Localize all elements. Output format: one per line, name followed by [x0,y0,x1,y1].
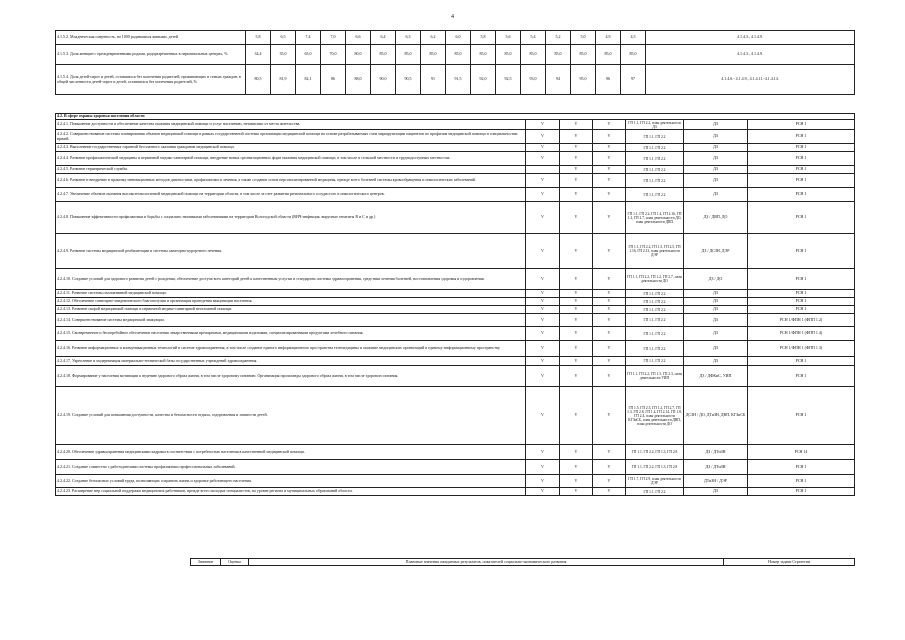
indicator-value: 5,8 [471,31,496,45]
period-2-mark: V [560,144,593,152]
rsn-ref: РСН 1 [748,130,855,144]
period-3-mark: V [593,306,626,314]
task-text: 4.2.4.7. Увеличение объемов оказания высокотехнологичной медицинской помощи на территории области, в том числе за счет развития регионального сосудистого и онкологического центров. [56,188,526,202]
indicator-value: 85,0 [521,45,546,65]
indicator-value: 85,0 [421,45,446,65]
rsn-ref: РСН 1 [748,152,855,166]
indicator-value: 85,0 [446,45,471,65]
indicator-value: 90,0 [371,65,396,95]
period-2-mark: V [560,357,593,366]
responsible-org: ДЗ [684,130,748,144]
indicator-value: 7,0 [321,31,346,45]
task-row [56,234,855,269]
period-3-mark: V [593,445,626,460]
indicator-value: 5,4 [521,31,546,45]
period-3-mark: V [593,120,626,130]
rsn-ref: РСН 1 [748,174,855,188]
task-row [56,188,855,202]
period-1-mark: V [526,387,560,445]
responsible-org: ДЗ [684,144,748,152]
period-3-mark: V [593,366,626,387]
indicator-value: 80,5 [246,65,271,95]
indicator-value: 6,6 [346,31,371,45]
program-ref: ГП 1.1, ГП 2.2 [626,306,684,314]
indicator-value: 70,0 [321,45,346,65]
indicator-value: 82,1 [296,65,321,95]
program-ref: ГП 1.1, ГП 2.2 [626,152,684,166]
task-text: 4.2.4.18. Формирование у населения мотивации к ведению здорового образа жизни, в том числе здоровому питанию. Организация пропаганды здорового образа жизни, в том числе здорового питания. [56,366,526,387]
period-3-mark: V [593,188,626,202]
period-2-mark: V [560,188,593,202]
indicator-label: 4.1.5.3. Доля женщин с преждевременными родами, родоразрешенных в перинатальных центрах, % [56,45,246,65]
responsible-org: ДЗ [684,327,748,341]
indicator-value: 85,0 [571,45,596,65]
responsible-org: ДЗ [684,290,748,298]
responsible-org: ДЗ / ДФКиС, УИП [684,366,748,387]
task-row [56,269,855,290]
period-3-mark: V [593,387,626,445]
program-ref: ГП 1.1, ГП 2.2 [626,166,684,174]
indicator-label: 4.1.5.2. Младенческая смертность, на 1000 родившихся живыми, детей [56,31,246,45]
task-text: 4.2.4.4. Развитие профилактической медицины и первичной медико-санитарной помощи, внедрение новых организационных форм оказания медицинской помощи, в том числе в сельской местности и труднодоступных местностях. [56,152,526,166]
period-1-mark: V [526,130,560,144]
period-3-mark: V [593,298,626,306]
period-1-mark: V [526,298,560,306]
program-ref: ГП 1.1, ГП 2.2, ГП 1.2, ГП 2.7, план деятельности ДО [626,269,684,290]
task-row [56,120,855,130]
indicator-value: 91,5 [446,65,471,95]
task-text: 4.2.4.16. Развитие информационных и коммуникационных технологий в системе здравоохранения, в том числе создание единого информационного пространства телемедицины и оказание медицинских организаций в единому информационному пространству. [56,341,526,357]
period-1-mark: V [526,357,560,366]
indicator-label: 4.1.5.4. Доля детей-сирот и детей, оставшихся без попечения родителей, проживающих в семьях граждан, в общей численности детей-сирот и детей, оставшихся без попечения родителей, % [56,65,246,95]
task-text: 4.2.4.6. Развитие и внедрение в практику инновационных методов диагностики, профилактики и лечения, а также создание основ персонализированной медицины, прежде всего болезней системы кровообращения и онкологических заболеваний. [56,174,526,188]
task-row [56,306,855,314]
indicator-value: 7,4 [296,31,321,45]
period-1-mark [526,166,560,174]
rsn-ref: РСН 1/ФПН 1 (ФПП 1.2) [748,314,855,327]
task-row [56,166,855,174]
period-1-mark: V [526,290,560,298]
period-1-mark: V [526,202,560,234]
period-3-mark: V [593,130,626,144]
indicator-value: 96 [596,65,621,95]
task-text: 4.2.4.15. Своевременное и бесперебойное обеспечение населения лекарственными препаратами, медицинскими изделиями, специализированными продуктами лечебного питания. [56,327,526,341]
responsible-org: ДЗ [684,298,748,306]
period-3-mark: V [593,314,626,327]
period-3-mark: V [593,269,626,290]
period-1-mark: V [526,327,560,341]
task-row [56,475,855,488]
indicator-value: 85,0 [496,45,521,65]
indicator-value: 85,0 [596,45,621,65]
program-ref: ГП 1.1, ГП 2.2 [626,314,684,327]
section-title: 4.2. В сфере охраны здоровья населения области [56,114,855,120]
indicator-value: 5,2 [546,31,571,45]
period-2-mark: V [560,290,593,298]
indicator-value: 6,2 [421,31,446,45]
indicator-row [56,31,855,45]
task-row [56,290,855,298]
indicator-ref: 4.1.4.6.- 4.1.4.9., 4.1.4.11.-4.1.4.14. [646,65,855,95]
period-2-mark: V [560,174,593,188]
task-text: 4.2.4.12. Обеспечение санитарно-эпидемического благополучия и организация проведения вакцинации населения. [56,298,526,306]
period-1-mark: V [526,445,560,460]
period-2-mark: V [560,130,593,144]
indicator-value: 85,0 [396,45,421,65]
responsible-org: ДЗ / ДСЗН, ДЭР [684,234,748,269]
period-3-mark: V [593,152,626,166]
indicator-value: 35,0 [271,45,296,65]
indicators-table [55,30,855,95]
rsn-ref: РСН 1/ФПН 1 (ФПП 1.4) [748,327,855,341]
responsible-org: ДЗ [684,488,748,496]
program-ref: ГП 1.1, ГП 2.2, план деятельности ДЗ [626,120,684,130]
responsible-org: ДСЗН / ДО, ДТиЗН, ДВП, КГЗиСБ [684,387,748,445]
task-row [56,314,855,327]
footer-right-caption: Номер задачи Стратегии [724,559,855,566]
task-row [56,460,855,475]
period-1-mark: V [526,188,560,202]
indicator-value: 6,5 [271,31,296,45]
period-2-mark: V [560,298,593,306]
indicator-value: 85,0 [546,45,571,65]
task-text: 4.2.4.8. Повышение эффективности профилактики и борьбы с социально значимыми заболеваниями на территории Вологодской области (ВИЧ-инфекция, вирусные гепатиты В и С и др.) [56,202,526,234]
task-text: 4.2.4.10. Создание условий для здорового развития детей с рождения, обеспечение доступа всех категорий детей к качественным услугам и стандартам системы здравоохранения, средствам лечения болезней, восстановления здоровья и оздоровления. [56,269,526,290]
task-row [56,298,855,306]
period-3-mark: V [593,357,626,366]
period-1-mark: V [526,120,560,130]
indicator-value: 6,4 [371,31,396,45]
program-ref: ГП 1.1, ГП 2.2 [626,188,684,202]
task-text: 4.2.4.14. Совершенствование системы медицинской эвакуации. [56,314,526,327]
footer-table [190,558,855,566]
indicator-value: 5,0 [571,31,596,45]
indicator-value: 5,6 [496,31,521,45]
indicator-value: 86 [321,65,346,95]
program-ref: ГП 1.1, ГП 2.2 [626,144,684,152]
footer-label-assessment: Оценка [221,559,249,566]
period-1-mark: V [526,152,560,166]
period-2-mark: V [560,166,593,174]
period-3-mark: V [593,174,626,188]
tasks-table [55,113,855,496]
period-1-mark: V [526,234,560,269]
program-ref: ГП 1.1, ГП 2.2 [626,174,684,188]
responsible-org: ДЗ [684,314,748,327]
period-3-mark: V [593,290,626,298]
indicator-value: 93,0 [521,65,546,95]
period-3-mark: V [593,341,626,357]
indicator-value: 6,0 [446,31,471,45]
task-text: 4.2.4.19. Создание условий для повышения доступности, качества и безопасности отдыха, оздоровления и занятости детей. [56,387,526,445]
rsn-ref: РСН 1 [748,387,855,445]
responsible-org: ДЗ [684,188,748,202]
rsn-ref: РСН 1 [748,188,855,202]
period-1-mark: V [526,314,560,327]
period-1-mark: V [526,366,560,387]
rsn-ref: РСН 1 [748,120,855,130]
period-2-mark: V [560,202,593,234]
indicator-row [56,65,855,95]
indicator-value: 85,0 [371,45,396,65]
responsible-org: ДЗ [684,306,748,314]
period-2-mark: V [560,387,593,445]
period-1-mark: V [526,460,560,475]
responsible-org: ДТиЗН / ДЭР [684,475,748,488]
indicator-value: 80,0 [346,45,371,65]
indicator-value: 81,9 [271,65,296,95]
responsible-org: ДЗ / ДВП, ДО [684,202,748,234]
program-ref: ГП 1.1, ГП 2.2 [626,130,684,144]
period-2-mark: V [560,488,593,496]
program-ref: ГП 1.1, ГП 2.2, ГП 1.4, ГП 2.16, ГП 1.2, ГП 2.7, план деятельности ДО, план деятельности ДВП [626,202,684,234]
indicator-value: 92,5 [496,65,521,95]
task-text: 4.2.4.9. Развитие системы медицинской реабилитации и системы санаторно-курортного лечения. [56,234,526,269]
program-ref: ГП 1.1, ГП 2.2 [626,341,684,357]
indicator-value: 85,0 [621,45,646,65]
program-ref: ГП 1.1, ГП 2.2 [626,327,684,341]
task-row [56,174,855,188]
period-1-mark: V [526,144,560,152]
program-ref: ГП 1.1, ГП 2.2, ГП 1.3, ГП 2.3, план деятельности УИП [626,366,684,387]
indicator-ref: 4.1.4.3., 4.1.4.9. [646,31,855,45]
responsible-org: ДЗ [684,341,748,357]
indicator-row [56,45,855,65]
rsn-ref: РСН 1 [748,290,855,298]
indicator-value: 85,0 [471,45,496,65]
period-3-mark: V [593,202,626,234]
task-row [56,488,855,496]
period-1-mark: V [526,174,560,188]
period-1-mark: V [526,488,560,496]
rsn-ref: РСН 1 [748,366,855,387]
rsn-ref: РСН 1 [748,488,855,496]
indicator-value: 92,0 [471,65,496,95]
period-2-mark: V [560,314,593,327]
indicator-value: 91 [421,65,446,95]
rsn-ref: РСН 1 [748,166,855,174]
program-ref: ГП 1.1, ГП 2.2 [626,357,684,366]
period-1-mark: V [526,341,560,357]
program-ref: ГП 1.1, ГП 2.2, ГП 1.3, ГП 2.8 [626,445,684,460]
task-row [56,144,855,152]
indicator-ref: 4.1.4.3., 4.1.4.9. [646,45,855,65]
period-2-mark: V [560,445,593,460]
program-ref: ГП 1.1, ГП 2.2 [626,298,684,306]
task-row [56,152,855,166]
task-row [56,445,855,460]
period-1-mark: V [526,475,560,488]
responsible-org: ДЗ [684,152,748,166]
responsible-org: ДЗ [684,166,748,174]
rsn-ref: РСН 1/ФПН 1 (ФПП 1.3) [748,341,855,357]
program-ref: ГП 1.1, ГП 2.2 [626,290,684,298]
rsn-ref: РСН 1 [748,357,855,366]
rsn-ref: РСН 1 [748,202,855,234]
footer-label-value: Значение [191,559,221,566]
period-2-mark: V [560,327,593,341]
task-text: 4.2.4.20. Обеспечение здравоохранения медицинскими кадрами в соответствии с потребностью населения в качественной медицинской помощи. [56,445,526,460]
period-3-mark: V [593,488,626,496]
period-2-mark: V [560,120,593,130]
task-row [56,202,855,234]
rsn-ref: РСН 1 [748,460,855,475]
period-2-mark: V [560,306,593,314]
task-text: 4.2.4.22. Создание безопасных условий труда, позволяющих сохранить жизнь и здоровье работающего населения. [56,475,526,488]
rsn-ref: РСН 1 [748,306,855,314]
indicator-value: 4,5 [621,31,646,45]
period-2-mark: V [560,460,593,475]
period-3-mark: V [593,166,626,174]
period-3-mark: V [593,460,626,475]
task-text: 4.2.4.21. Создание совместно с работодателями системы профилактики профессиональных заболеваний. [56,460,526,475]
period-2-mark: V [560,152,593,166]
indicator-value: 6,3 [396,31,421,45]
indicator-value: 97 [621,65,646,95]
period-2-mark: V [560,269,593,290]
responsible-org: ДЗ [684,357,748,366]
rsn-ref: РСН 14 [748,445,855,460]
responsible-org: ДЗ [684,174,748,188]
indicator-value: 90,5 [396,65,421,95]
task-text: 4.2.4.5. Развитие гериатрической службы. [56,166,526,174]
period-2-mark: V [560,234,593,269]
page-number: 4 [451,14,454,20]
task-text: 4.2.4.17. Укрепление и модернизация материально-технической базы государственных учреждений здравоохранения. [56,357,526,366]
indicator-value: 34,4 [246,45,271,65]
task-row [56,327,855,341]
indicator-value: 5,8 [246,31,271,45]
task-text: 4.2.4.2. Совершенствование системы планирования объемов медицинской помощи в рамках государственной системы организации медицинской помощи на основе разрабатываемых схем маршрутизации пациентов по профилям медицинской помощи и специальностям врачей. [56,130,526,144]
rsn-ref: РСН 1 [748,144,855,152]
responsible-org: ДЗ / ДТиЗН [684,445,748,460]
period-1-mark: V [526,269,560,290]
task-text: 4.2.4.1. Повышение доступности и обеспечение качества оказания медицинской помощи и услуг населению, независимо от места жительства. [56,120,526,130]
task-row [56,366,855,387]
indicator-value: 65,0 [296,45,321,65]
rsn-ref: РСН 1 [748,269,855,290]
period-2-mark: V [560,366,593,387]
program-ref: ГП 1.5, ГП 2.5, ГП 1.2, ГП 2.7, ГП 1.3, ГП 2.8, ГП 1.4, ГП 2.14, ГП 1.8, ГП 2.4, план деятельности КГЗиСБ, план деятельности ДВП, план деятельности ДО [626,387,684,445]
footer-center-caption: Плановые значения ожидаемых результатов, показателей социально-экономического развития [249,559,724,566]
period-3-mark: V [593,475,626,488]
program-ref: ГП 1.7, ГП 2.9, план деятельности ДЭР [626,475,684,488]
period-1-mark: V [526,306,560,314]
program-ref: ГП 1.1, ГП 2.2, ГП 1.3, ГП 2.8 [626,460,684,475]
period-2-mark: V [560,341,593,357]
responsible-org: ДЗ / ДТиЗН [684,460,748,475]
task-row [56,387,855,445]
indicator-value: 88,0 [346,65,371,95]
period-3-mark: V [593,327,626,341]
rsn-ref: РСН 1 [748,234,855,269]
responsible-org: ДЗ / ДО [684,269,748,290]
indicator-value: 95,0 [571,65,596,95]
program-ref: ГП 1.1, ГП 2.2, ГП 1.5, ГП 2.5, ГП 1.16, ГП 2.13, план деятельности ДЭР [626,234,684,269]
task-row [56,357,855,366]
indicator-value: 4,9 [596,31,621,45]
period-3-mark: V [593,144,626,152]
period-2-mark: V [560,475,593,488]
task-text: 4.2.4.3. Выполнение государственных гарантий бесплатного оказания гражданам медицинской помощи. [56,144,526,152]
responsible-org: ДЗ [684,120,748,130]
rsn-ref: РСН 1 [748,298,855,306]
program-ref: ГП 1.1, ГП 2.2 [626,488,684,496]
task-row [56,130,855,144]
period-3-mark: V [593,234,626,269]
rsn-ref: РСН 1 [748,475,855,488]
task-text: 4.2.4.11. Развитие системы паллиативной медицинской помощи. [56,290,526,298]
task-text: 4.2.4.13. Развитие скорой медицинской помощи и первичной медико-санитарной неотложной помощи. [56,306,526,314]
task-text: 4.2.4.23. Расширение мер социальной поддержки медицинских работников, прежде всего молодых специалистов, на уровне региона и муниципальных образований области. [56,488,526,496]
indicator-value: 94 [546,65,571,95]
task-row [56,341,855,357]
